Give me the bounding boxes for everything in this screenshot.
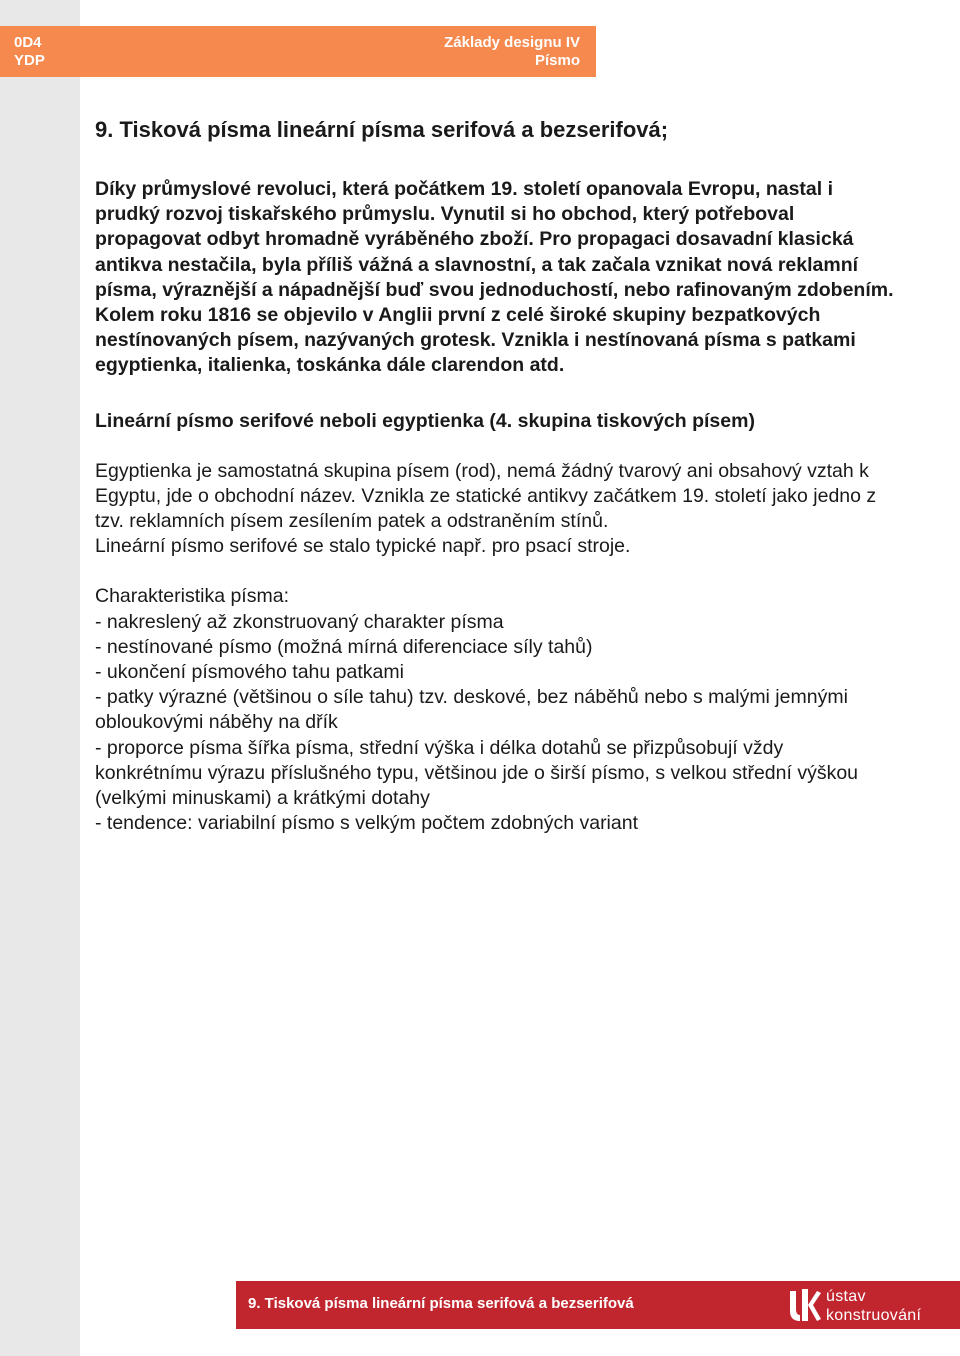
institute-logo <box>786 1285 956 1325</box>
list-item: - nestínované písmo (možná mírná diferenciace síly tahů) <box>95 635 593 658</box>
description-text: Egyptienka je samostatná skupina písem (rod), nemá žádný tvarový ani obsahový vztah k Egyptu, jde o obchodní název. Vznikla ze statické antikvy začátkem 19. století jako jedno z tzv. reklamních písem zesílením patek a odstraněním stínů. <box>95 459 877 533</box>
course-title-line-1: Základy designu IV <box>444 34 580 51</box>
list-item: - patky výrazné (většinou o síle tahu) tzv. deskové, bez náběhů nebo s malými jemnými obloukovými náběhy na dřík <box>95 686 848 734</box>
left-margin-strip <box>0 0 80 1356</box>
logo-text-line-1: ústav <box>826 1288 866 1305</box>
typewriter-note: Lineární písmo serifové se stalo typické např. pro psací stroje. <box>95 535 631 558</box>
characteristics-title: Charakteristika písma: <box>95 585 289 608</box>
header-bar <box>0 26 596 77</box>
list-item: - proporce písma šířka písma, střední výška i délka dotahů se přizpůsobují vždy konkrétnímu výrazu příslušného typu, většinou jde o širší písmo, s velkou střední výškou (velkými minuskami) a krátkými dotahy <box>95 736 859 810</box>
description-paragraph <box>95 459 895 560</box>
footer-title: 9. Tisková písma lineární písma serifová a bezserifová <box>248 1295 634 1312</box>
uk-logo-icon <box>786 1285 822 1325</box>
characteristics-list <box>95 584 895 836</box>
main-content <box>95 115 895 836</box>
footer-bar <box>236 1281 960 1329</box>
course-title <box>444 34 580 70</box>
course-code-line-1: 0D4 <box>14 34 42 51</box>
course-code-line-2: YDP <box>14 52 45 69</box>
list-item: - tendence: variabilní písmo s velkým počtem zdobných variant <box>95 812 639 835</box>
list-item: - ukončení písmového tahu patkami <box>95 661 404 684</box>
logo-text <box>826 1287 921 1325</box>
section-subheading: Lineární písmo serifové neboli egyptienka (4. skupina tiskových písem) <box>95 409 755 432</box>
page-heading: 9. Tisková písma lineární písma serifová a bezserifová; <box>95 117 669 142</box>
logo-text-line-2: konstruování <box>826 1307 922 1324</box>
course-code <box>14 34 45 70</box>
intro-paragraph: Díky průmyslové revoluci, která počátkem 19. století opanovala Evropu, nastal i prudký rozvoj tiskařského průmyslu. Vynutil si ho obchod, který potřeboval propagovat odbyt hromadně vyráběného zboží. Pro propagaci dosavadní klasická antikva nestačila, byla příliš vážná a slavnostní, a tak začala vznikat nová reklamní písma, výraznější a nápadnější buď svou jednoduchostí, nebo rafinovaným zdobením. Kolem roku 1816 se objevilo v Anglii první z celé široké skupiny bezpatkových nestínovaných písem, nazývaných grotesk. Vznikla i nestínovaná písma s patkami egyptienka, italienka, toskánka dále clarendon atd. <box>95 178 894 377</box>
list-item: - nakreslený až zkonstruovaný charakter písma <box>95 610 504 633</box>
course-title-line-2: Písmo <box>534 52 580 69</box>
